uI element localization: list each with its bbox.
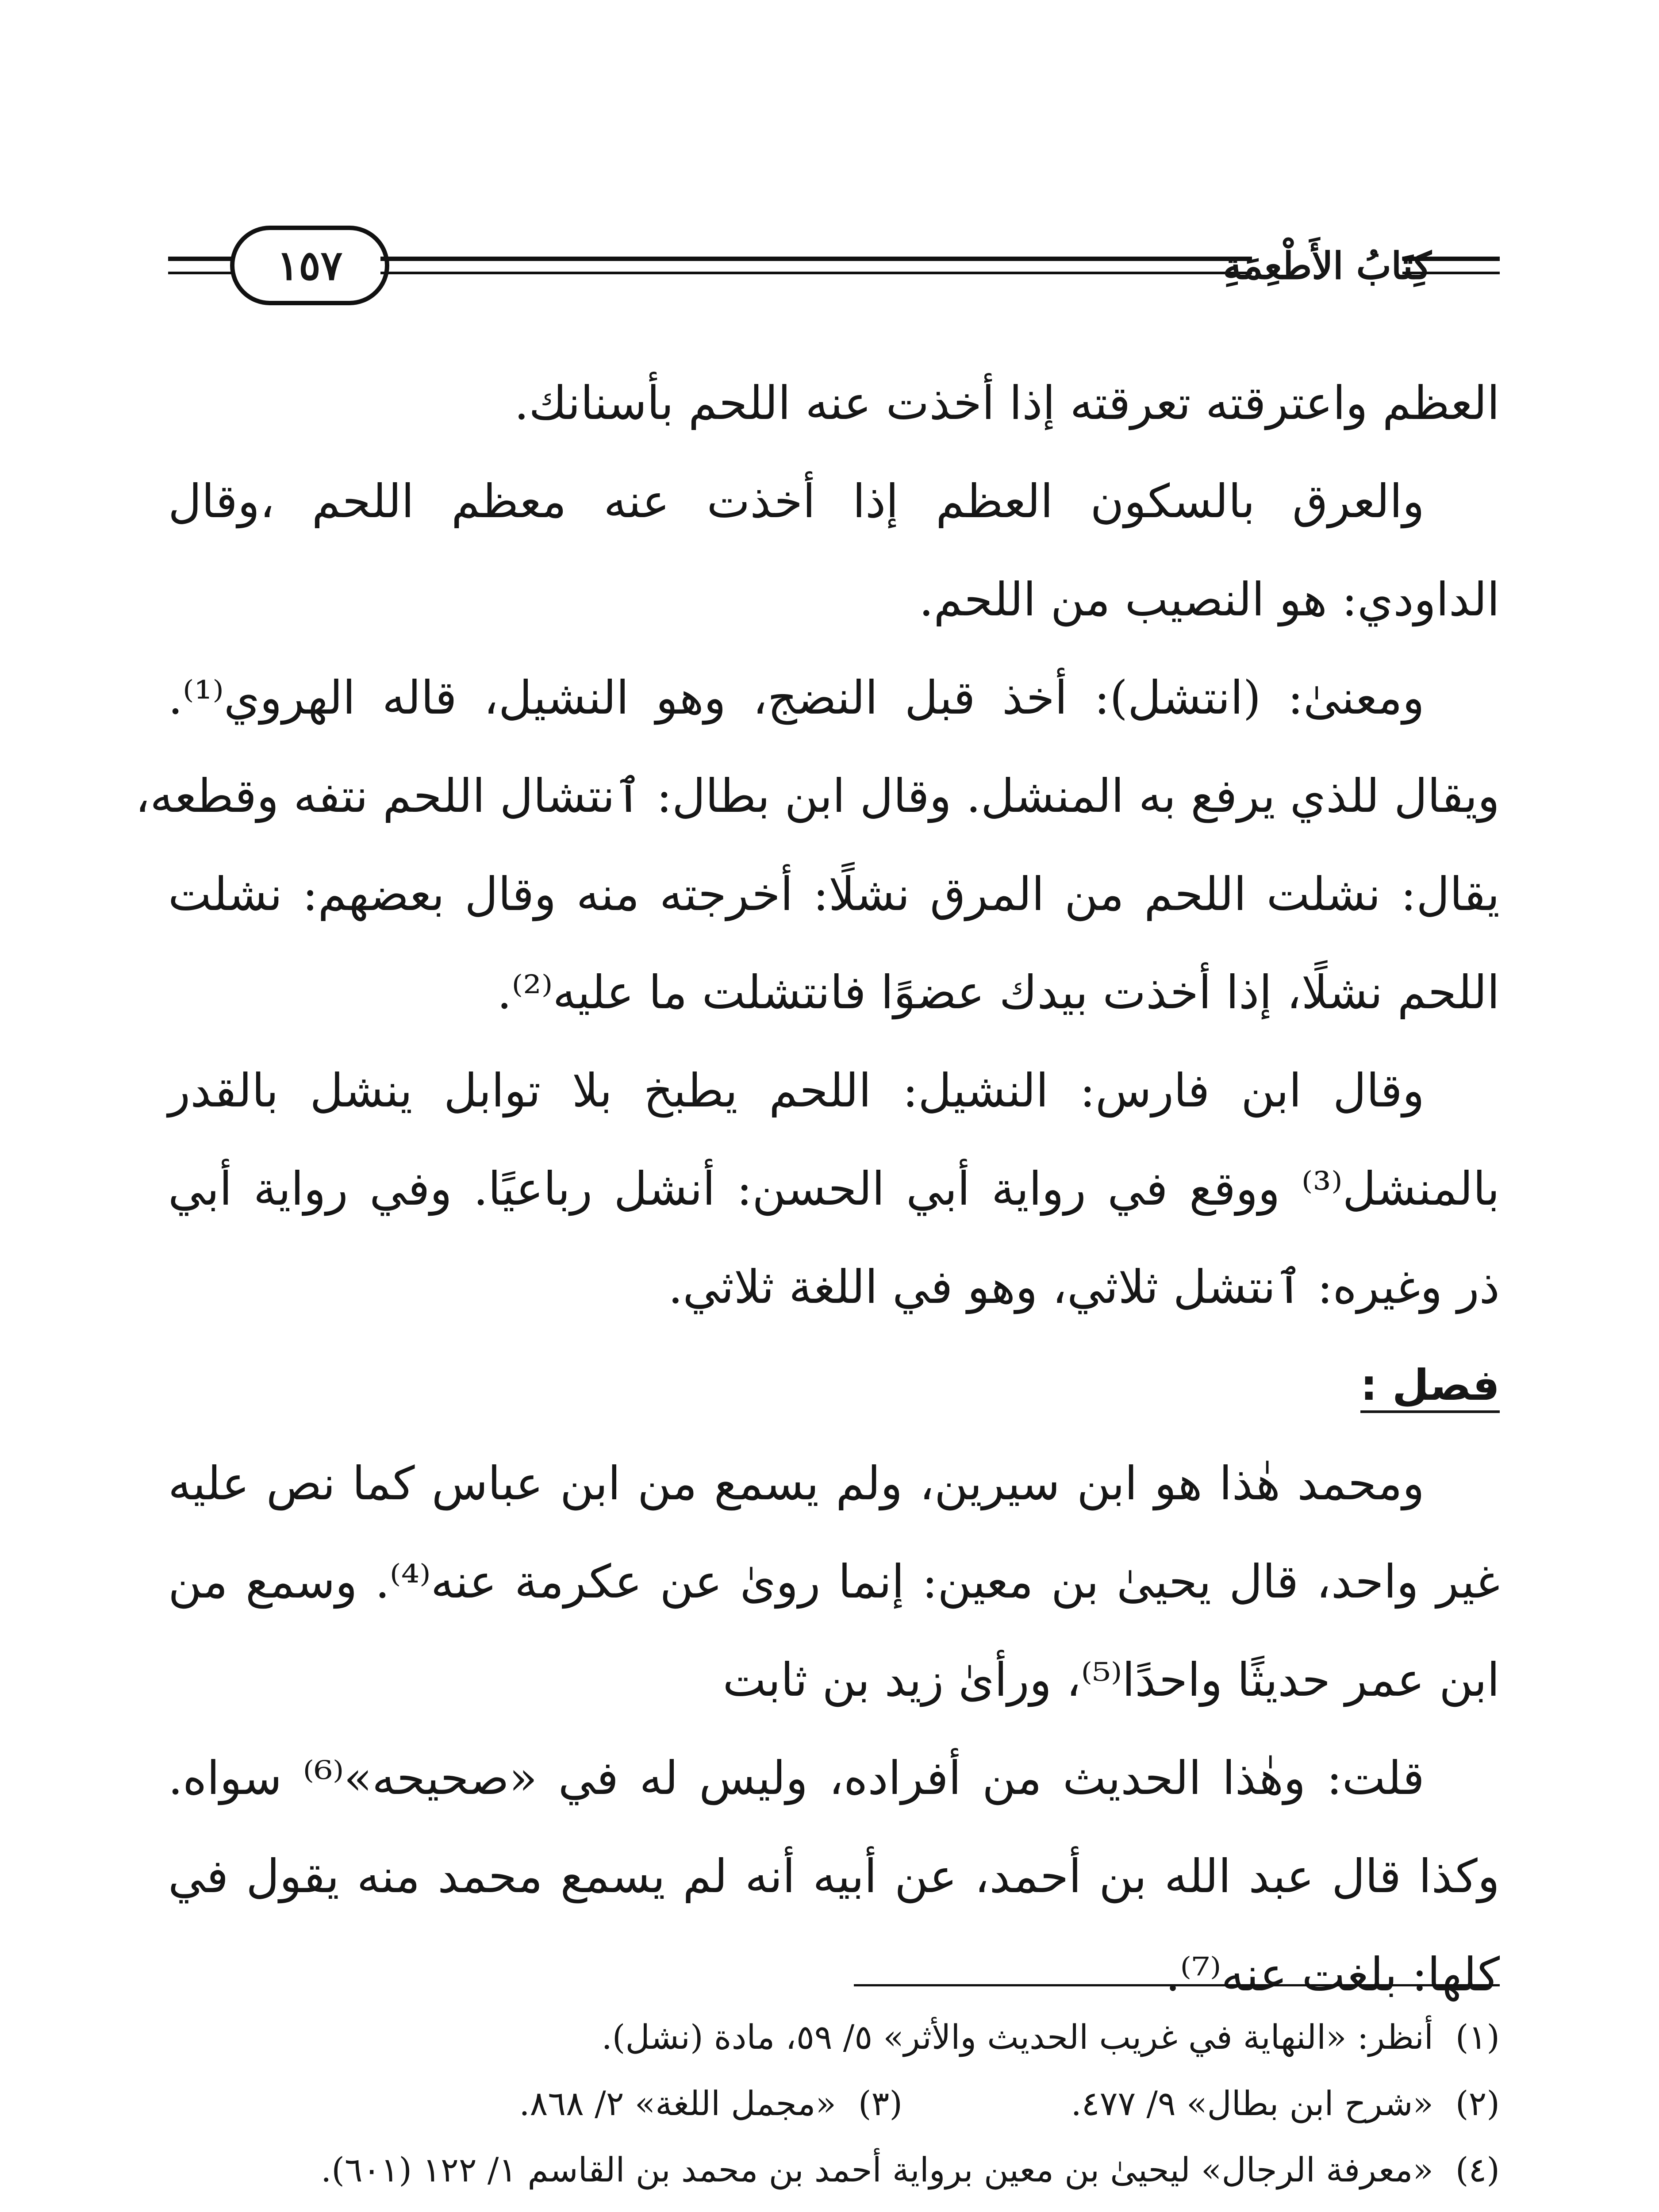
text-line: يقال: نشلت اللحم من المرق نشلًا: أخرجته منه وقال بعضهم: نشلت xyxy=(168,867,1500,921)
footnote-text: «مجمل اللغة» ٢/ ٨٦٨. xyxy=(519,2084,836,2123)
footnote-number: (٣) xyxy=(858,2084,902,2123)
text-line: قلت: وهٰذا الحديث من أفراده، وليس له في «صحيحه»⁽⁶⁾ سواه. xyxy=(168,1751,1425,1805)
footnote-text: «معرفة الرجال» ليحيىٰ بن معين برواية أحمد بن محمد بن القاسم ١/ ١٢٢ (٦٠١). xyxy=(321,2150,1433,2189)
text-line: ومحمد هٰذا هو ابن سيرين، ولم يسمع من ابن عباس كما نص عليه xyxy=(168,1456,1425,1510)
text-line: الداودي: هو النصيب من اللحم. xyxy=(919,572,1500,626)
section-heading xyxy=(168,1336,1500,1434)
footnote xyxy=(168,2070,1500,2137)
footnote-number: (١) xyxy=(1455,2017,1500,2057)
footnote xyxy=(168,2137,1500,2203)
text-line: العظم واعترقته تعرقته إذا أخذت عنه اللحم بأسنانك. xyxy=(514,376,1500,430)
footnote-separator xyxy=(854,1984,1500,1986)
running-header xyxy=(168,226,1500,310)
text-line: غير واحد، قال يحيىٰ بن معين: إنما روىٰ عن عكرمة عنه⁽⁴⁾. وسمع من xyxy=(168,1555,1500,1609)
footnote-text: «شرح ابن بطال» ٩/ ٤٧٧. xyxy=(1071,2084,1433,2123)
footnote-number: (٤) xyxy=(1455,2150,1500,2189)
text-line: ويقال للذي يرفع به المنشل. وقال ابن بطال: ٱنتشال اللحم نتفه وقطعه، xyxy=(135,769,1500,823)
footnote-text xyxy=(168,2203,1433,2212)
text-line: والعرق بالسكون العظم إذا أخذت عنه معظم اللحم ،وقال xyxy=(168,474,1425,528)
header-rule xyxy=(168,272,234,274)
footnote-number xyxy=(1433,2203,1500,2212)
header-rule xyxy=(380,272,1252,274)
text-line: بالمنشل⁽³⁾ ووقع في رواية أبي الحسن: أنشل رباعيًا. وفي رواية أبي xyxy=(168,1162,1500,1216)
header-rule xyxy=(1402,257,1500,261)
header-rule xyxy=(168,257,234,261)
main-text xyxy=(135,354,1500,2024)
footnote-number: (٢) xyxy=(1455,2084,1500,2123)
text-line: كلها: بلغت عنه⁽⁷⁾. xyxy=(1165,1947,1500,2001)
book-title: كِتَابُ الأَطْعِمَةِ xyxy=(1223,243,1432,288)
text-line: اللحم نشلًا، إذا أخذت بيدك عضوًا فانتشلت ما عليه⁽²⁾. xyxy=(497,965,1500,1019)
page-number: ١٥٧ xyxy=(230,226,389,305)
text-line: وكذا قال عبد الله بن أحمد، عن أبيه أنه لم يسمع محمد منه يقول في xyxy=(168,1849,1500,1903)
text-line: ومعنىٰ: (انتشل): أخذ قبل النضج، وهو النشيل، قاله الهروي⁽¹⁾. xyxy=(168,671,1425,725)
footnote-pair xyxy=(168,2070,1433,2137)
footnote xyxy=(168,2203,1500,2212)
header-rule xyxy=(380,257,1252,261)
section-heading-label: فصل : xyxy=(1360,1360,1500,1410)
text-line: ابن عمر حديثًا واحدًا⁽⁵⁾، ورأىٰ زيد بن ثابت xyxy=(722,1653,1500,1707)
footnotes xyxy=(168,2004,1500,2212)
footnote xyxy=(168,2004,1500,2070)
header-rule xyxy=(1402,272,1500,274)
text-line: ذر وغيره: ٱنتشل ثلاثي، وهو في اللغة ثلاثي. xyxy=(668,1260,1500,1314)
text-line: وقال ابن فارس: النشيل: اللحم يطبخ بلا توابل ينشل بالقدر xyxy=(168,1064,1425,1118)
footnote-text: أنظر: «النهاية في غريب الحديث والأثر» ٥/ ٥٩، مادة (نشل). xyxy=(601,2017,1433,2057)
